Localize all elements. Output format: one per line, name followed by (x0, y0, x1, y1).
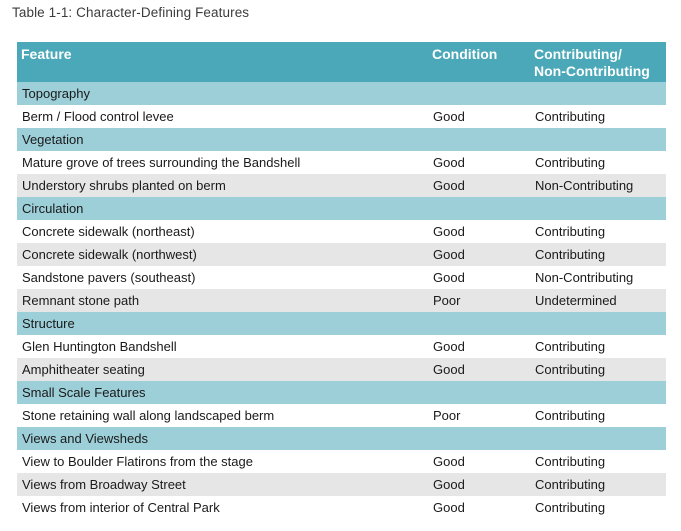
condition-cell: Good (428, 151, 530, 174)
feature-cell: Concrete sidewalk (northwest) (17, 243, 428, 266)
condition-cell: Good (428, 496, 530, 519)
header-row (17, 42, 666, 82)
section-row (17, 82, 666, 105)
section-row (17, 312, 666, 335)
condition-cell: Good (428, 358, 530, 381)
section-row (17, 197, 666, 220)
condition-cell: Poor (428, 289, 530, 312)
section-label: Small Scale Features (17, 381, 666, 404)
contributing-cell: Contributing (530, 450, 666, 473)
table-row (17, 450, 666, 473)
feature-cell: Sandstone pavers (southeast) (17, 266, 428, 289)
contributing-cell: Contributing (530, 220, 666, 243)
contributing-cell: Non-Contributing (530, 174, 666, 197)
header-feature: Feature (21, 46, 72, 62)
contributing-cell: Contributing (530, 496, 666, 519)
feature-cell: Glen Huntington Bandshell (17, 335, 428, 358)
feature-cell: Remnant stone path (17, 289, 428, 312)
feature-cell: Amphitheater seating (17, 358, 428, 381)
section-label: Structure (17, 312, 666, 335)
feature-cell: Views from interior of Central Park (17, 496, 428, 519)
condition-cell: Good (428, 220, 530, 243)
table-body (17, 82, 666, 519)
contributing-cell: Contributing (530, 105, 666, 128)
section-label: Circulation (17, 197, 666, 220)
table-row (17, 151, 666, 174)
table-row (17, 404, 666, 427)
condition-cell: Poor (428, 404, 530, 427)
section-label: Vegetation (17, 128, 666, 151)
header-contributing-line2: Non-Contributing (534, 63, 650, 79)
table-row (17, 289, 666, 312)
table-row (17, 358, 666, 381)
contributing-cell: Contributing (530, 151, 666, 174)
contributing-cell: Contributing (530, 404, 666, 427)
table-row (17, 174, 666, 197)
section-row (17, 427, 666, 450)
table-row (17, 473, 666, 496)
section-row (17, 381, 666, 404)
feature-cell: View to Boulder Flatirons from the stage (17, 450, 428, 473)
contributing-cell: Contributing (530, 473, 666, 496)
table-caption: Table 1-1: Character-Defining Features (12, 5, 250, 20)
table-row (17, 243, 666, 266)
condition-cell: Good (428, 105, 530, 128)
condition-cell: Good (428, 473, 530, 496)
header-contributing (530, 42, 666, 82)
feature-cell: Concrete sidewalk (northeast) (17, 220, 428, 243)
feature-cell: Mature grove of trees surrounding the Bandshell (17, 151, 428, 174)
section-label: Views and Viewsheds (17, 427, 666, 450)
section-label: Topography (17, 82, 666, 105)
feature-cell: Understory shrubs planted on berm (17, 174, 428, 197)
contributing-cell: Non-Contributing (530, 266, 666, 289)
feature-cell: Berm / Flood control levee (17, 105, 428, 128)
section-row (17, 128, 666, 151)
condition-cell: Good (428, 243, 530, 266)
contributing-cell: Contributing (530, 243, 666, 266)
table-row (17, 266, 666, 289)
condition-cell: Good (428, 174, 530, 197)
condition-cell: Good (428, 450, 530, 473)
table-row (17, 105, 666, 128)
table-row (17, 496, 666, 519)
feature-cell: Stone retaining wall along landscaped berm (17, 404, 428, 427)
feature-cell: Views from Broadway Street (17, 473, 428, 496)
contributing-cell: Undetermined (530, 289, 666, 312)
table-row (17, 220, 666, 243)
condition-cell: Good (428, 266, 530, 289)
table-row (17, 335, 666, 358)
contributing-cell: Contributing (530, 358, 666, 381)
table-header (17, 42, 666, 82)
contributing-cell: Contributing (530, 335, 666, 358)
header-contributing-line1: Contributing/ (534, 46, 622, 62)
condition-cell: Good (428, 335, 530, 358)
character-defining-features-table (17, 42, 666, 519)
header-condition: Condition (432, 46, 498, 62)
